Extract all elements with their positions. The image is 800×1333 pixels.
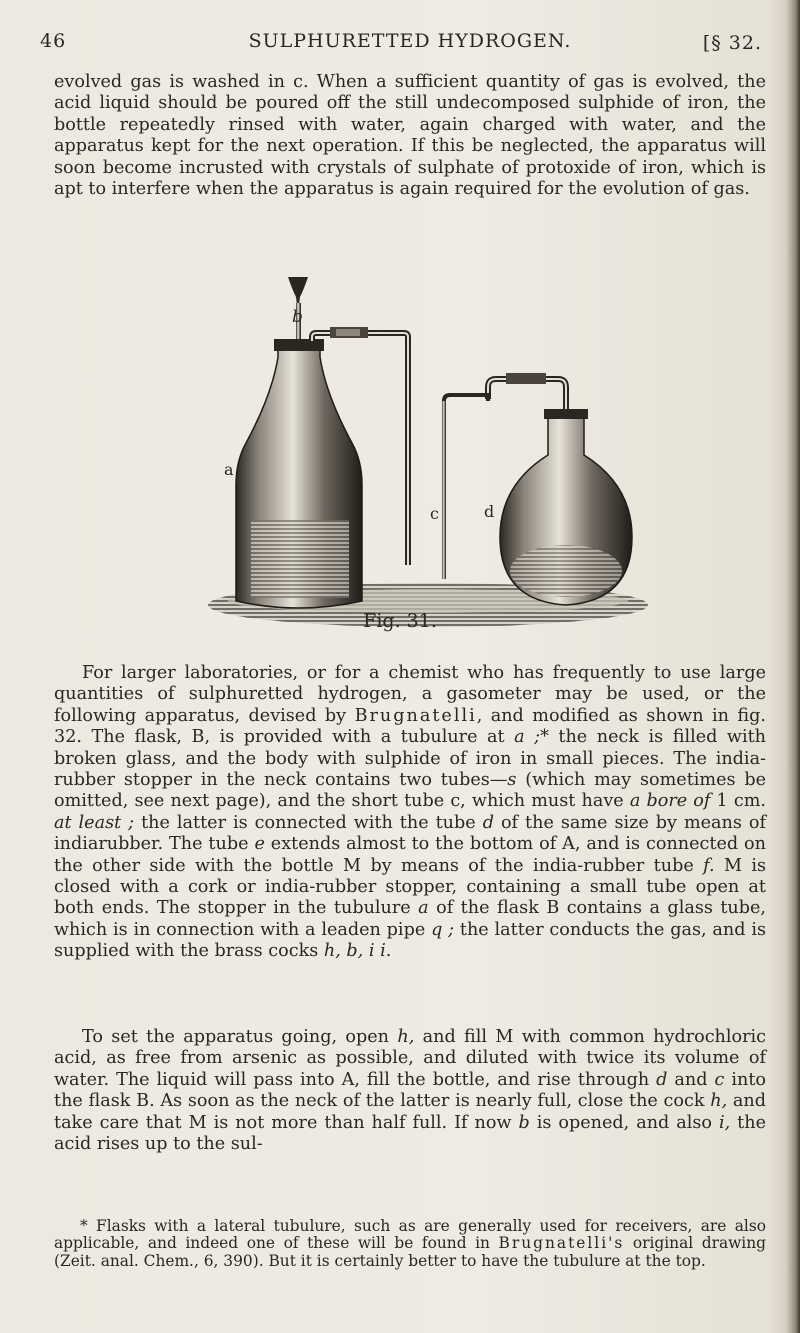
paragraph-2 [54,663,766,963]
bottle-a [236,339,362,608]
text-run: of the same size by means of indiarubber. The tube [54,812,767,855]
author-name: Brugnatelli's [498,1234,625,1253]
text-run: (which may sometimes be omitted, see next page), and the short tube c, which must have [54,770,766,812]
text-run: * Flasks with a lateral tubulure, such as are generally used for receivers, are also applicable, and indeed one of these will be found in [54,1217,766,1253]
italic-term: at least ; [54,812,135,833]
text-run: , and modified as shown in fig. 32. The flask, B, is provided with a tubulure at [54,705,767,748]
paragraph-1: evolved gas is washed in c. When a sufficient quantity of gas is evolved, the acid liquid should be poured off the still undecomposed sulphide of iron, the bottle repeatedly rinsed with water, again charged with water, and the apparatus kept for the next operation. If this be neglected, the apparatus will soon become incrusted with crystals of sulphate of protoxide of iron, which is apt to interfere when the apparatus is again required for the evolution of gas. [54,72,766,200]
flask-d [442,373,632,605]
paragraph-3 [54,1027,766,1155]
text-run: the acid rises up to the sul- [54,1112,766,1155]
text-run: extends almost to the bottom of A, and is connected on the other side with the bottle M by means of the india-rubber tube [54,834,766,876]
text-run: and [667,1069,715,1090]
text-run: M is closed with a cork or india-rubber stopper, containing a small tube open at both ends. The stopper in the tubulure [54,855,767,919]
italic-term: q ; [431,919,455,940]
figure-label-a: a [224,460,234,479]
page-number: 46 [40,30,67,52]
text-run: of the flask B contains a glass tube, which is in connection with a leaden pipe [54,898,766,940]
figure-label-b: b [292,307,303,327]
text-run: and take care that M is not more than half full. If now [54,1091,766,1133]
section-marker: [§ 32. [702,32,762,54]
italic-term: h, [710,1091,728,1112]
italic-term: s [507,770,517,791]
text-run: original drawing (Zeit. anal. Chem., 6, 390). But it is certainly better to have the tubulure at the top. [54,1234,766,1270]
text-run: into the flask B. As soon as the neck of the latter is nearly full, close the cock [54,1069,766,1112]
figure-31-apparatus [196,275,660,645]
italic-term: d [482,812,494,833]
italic-term: h, b, i i. [323,941,392,962]
figure-label-c: c [430,504,439,523]
italic-term: h, [397,1027,415,1047]
figure-label-d: d [484,502,495,521]
text-run: 1 cm. [710,791,766,812]
italic-term: a bore of [629,791,711,812]
text-run: is opened, and also [529,1112,719,1133]
text-run: the neck is filled with broken glass, and the body with sulphide of iron in small pieces. The india-rubber stopper in the neck contains two tubes— [54,727,766,791]
italic-term: i, [718,1112,731,1133]
italic-term: f. [703,855,715,876]
text-run: the latter conducts the gas, and is supplied with the brass cocks [54,919,766,962]
running-title: SULPHURETTED HYDROGEN. [248,30,572,52]
italic-term: d [656,1069,668,1090]
footnote [54,1218,766,1270]
author-name: Brugnatelli [354,705,477,726]
text-run: For larger laboratories, or for a chemist who has frequently to use large quantities of sulphuretted hydrogen, a gasometer may be used, or the following apparatus, devised by [54,663,766,726]
text-run: To set the apparatus going, open [82,1027,398,1047]
text-run: and fill M with common hydrochloric acid, as free from arsenic as possible, and diluted with twice its volume of water. The liquid will pass into A, fill the bottle, and rise through [54,1027,766,1090]
page-binding-shadow [786,0,800,1333]
italic-term: b [518,1112,530,1133]
figure-caption: Fig. 31. [363,610,437,632]
running-header [40,30,780,60]
italic-term: a ;* [514,727,549,748]
text-run: the latter is connected with the tube [134,812,483,833]
italic-term: e [254,834,265,855]
italic-term: c [714,1069,725,1090]
italic-term: a [418,898,429,919]
